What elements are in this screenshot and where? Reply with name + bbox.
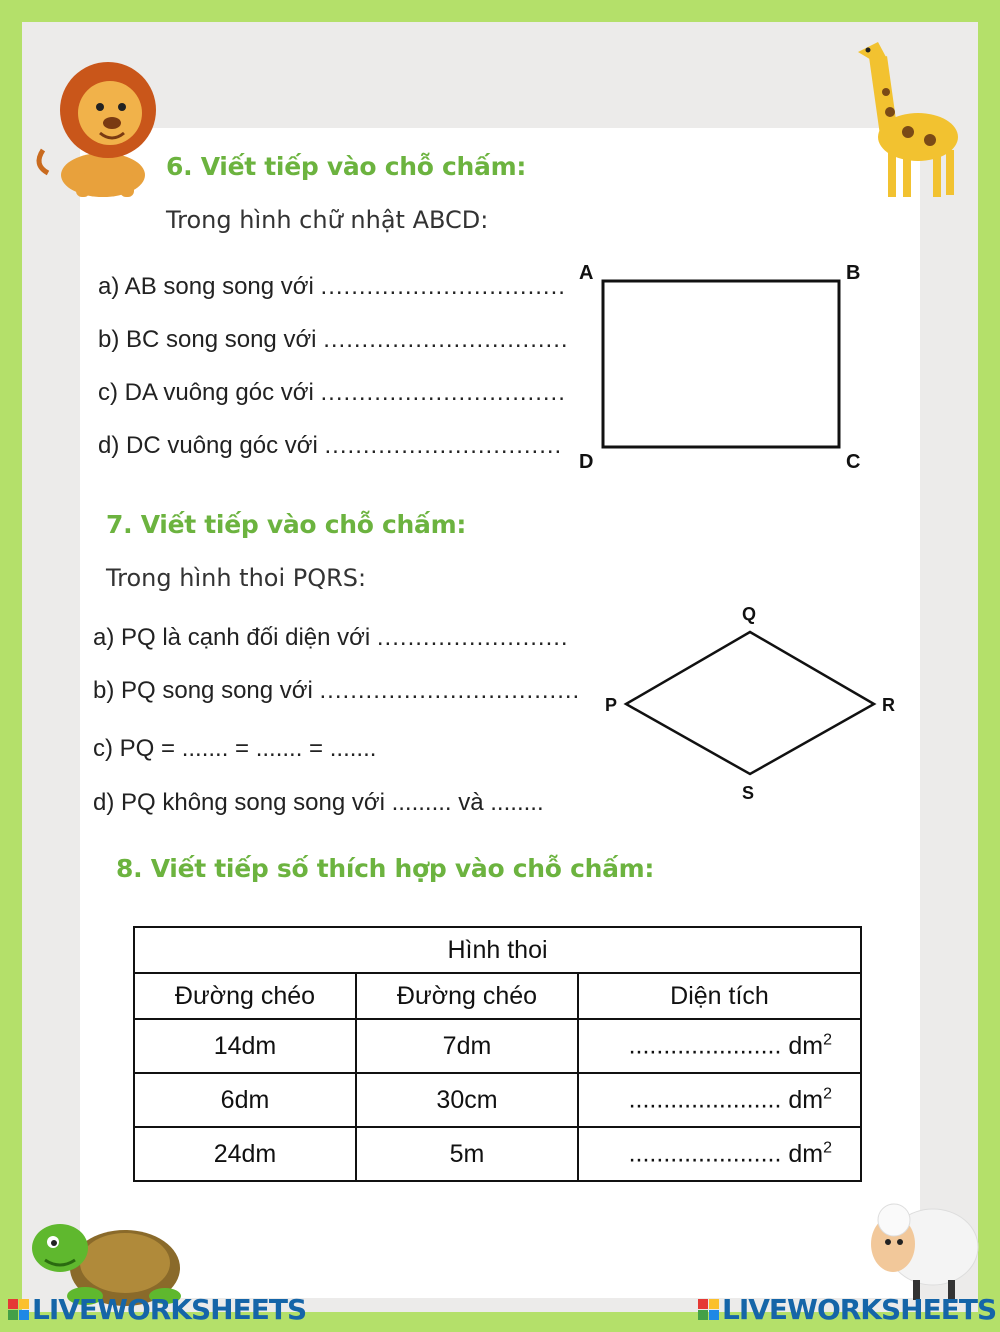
cell-diagonal-1: 6dm: [134, 1073, 356, 1127]
answer-blank-6b[interactable]: ................................: [323, 326, 569, 353]
rhombus-area-table: [133, 926, 862, 1182]
liveworksheets-logo-right[interactable]: LIVEWORKSHEETS: [698, 1293, 996, 1326]
point-s-label: S: [742, 783, 755, 803]
section-6-intro: Trong hình chữ nhật ABCD:: [166, 206, 489, 234]
answer-blank-6d[interactable]: ...............................: [324, 432, 563, 459]
question-7b: b) PQ song song với ..................................: [93, 677, 581, 704]
question-6c: c) DA vuông góc với ................................: [98, 379, 566, 406]
point-a-label: A: [579, 262, 594, 284]
rectangle-abcd: [600, 278, 842, 450]
section-7-heading: 7. Viết tiếp vào chỗ chấm:: [106, 510, 467, 539]
area-answer-blank[interactable]: ......................: [628, 1139, 782, 1168]
liveworksheets-mark-icon: [698, 1299, 720, 1321]
question-7c[interactable]: c) PQ = ....... = ....... = .......: [93, 735, 377, 762]
giraffe-illustration: [838, 32, 963, 202]
cell-diagonal-2: 30cm: [356, 1073, 578, 1127]
point-q-label: Q: [742, 604, 757, 624]
question-7d[interactable]: d) PQ không song song với ......... và ........: [93, 789, 544, 816]
cell-area: ...................... $dm^2$: [578, 1073, 861, 1127]
point-r-label: R: [882, 695, 895, 715]
question-6b: b) BC song song với ................................: [98, 326, 569, 353]
point-c-label: C: [846, 451, 861, 473]
answer-blank-6a[interactable]: ................................: [320, 273, 566, 300]
question-6d: d) DC vuông góc với ...............................: [98, 432, 563, 459]
section-6-heading: 6. Viết tiếp vào chỗ chấm:: [166, 152, 527, 181]
column-header-diagonal-1: Đường chéo: [134, 973, 356, 1019]
cell-area: ...................... $dm^2$: [578, 1019, 861, 1073]
table-row: [134, 1019, 861, 1073]
area-answer-blank[interactable]: ......................: [628, 1031, 782, 1060]
sheep-illustration: [858, 1192, 983, 1302]
cell-diagonal-1: 24dm: [134, 1127, 356, 1181]
area-answer-blank[interactable]: ......................: [628, 1085, 782, 1114]
table-row: [134, 1073, 861, 1127]
point-b-label: B: [846, 262, 861, 284]
liveworksheets-mark-icon: [8, 1299, 30, 1321]
question-7a: a) PQ là cạnh đối diện với .........................: [93, 624, 569, 651]
answer-blank-7a[interactable]: .........................: [376, 624, 569, 651]
table-header-row: [134, 973, 861, 1019]
column-header-diagonal-2: Đường chéo: [356, 973, 578, 1019]
cell-area: ...................... $dm^2$: [578, 1127, 861, 1181]
table-title-row: [134, 927, 861, 973]
liveworksheets-logo-left[interactable]: LIVEWORKSHEETS: [8, 1293, 306, 1326]
rhombus-pqrs: [620, 628, 880, 778]
point-d-label: D: [579, 451, 594, 473]
section-7-intro: Trong hình thoi PQRS:: [106, 564, 367, 592]
answer-blank-7b[interactable]: ..................................: [319, 677, 581, 704]
cell-diagonal-1: 14dm: [134, 1019, 356, 1073]
point-p-label: P: [605, 695, 618, 715]
table-title: Hình thoi: [134, 927, 861, 973]
section-8-heading: 8. Viết tiếp số thích hợp vào chỗ chấm:: [116, 854, 655, 883]
question-6a: a) AB song song với ................................: [98, 273, 566, 300]
table-row: [134, 1127, 861, 1181]
column-header-area: Diện tích: [578, 973, 861, 1019]
cell-diagonal-2: 5m: [356, 1127, 578, 1181]
answer-blank-6c[interactable]: ................................: [320, 379, 566, 406]
lion-illustration: [28, 55, 158, 200]
cell-diagonal-2: 7dm: [356, 1019, 578, 1073]
